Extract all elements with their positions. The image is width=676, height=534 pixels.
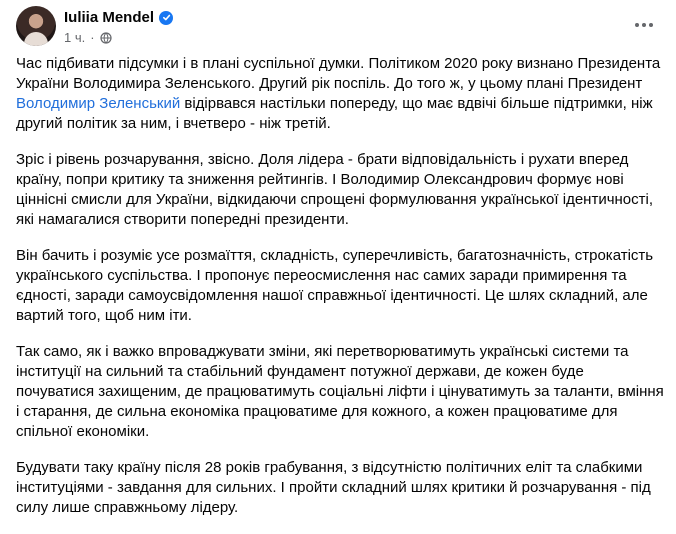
post-meta (64, 6, 173, 45)
post-paragraph-1 (16, 54, 664, 134)
verified-badge-icon (159, 11, 173, 25)
mention-link[interactable]: Володимир Зеленський (16, 95, 181, 112)
more-options-button[interactable] (626, 6, 662, 42)
globe-icon[interactable] (100, 32, 112, 44)
post-header (16, 6, 173, 46)
author-name[interactable]: Iuliia Mendel (64, 9, 155, 26)
post-body (16, 54, 664, 534)
meta-separator: · (90, 30, 95, 45)
post-paragraph-3: Він бачить і розуміє усе розмаїття, складність, суперечливість, багатозначність, строкатість українського суспільства. І пропонує переосмислення нас самих заради примирення та єдності, заради самоусвідомлення нашої справжньої ідентичності. Це шлях складний, але вартий того, щоб ним іти. (16, 247, 654, 324)
post-paragraph-4: Так само, як і важко впроваджувати зміни, які перетворюватимуть українські системи та інституції на сильний та стабільний фундамент потужної держави, де кожен буде почуватися захищеним, де працюватимуть соціальні ліфти і цінуватимуть за таланти, вміння і старання, де сильна економіка працюватиме для кожного, а кожен працюватиме для спільної економіки. (16, 343, 664, 440)
paragraph-text: Час підбивати підсумки і в плані суспільної думки. Політиком 2020 року визнано Президента України Володимира Зеленського. Другий рік поспіль. До того ж, у цьому плані Президент (16, 55, 661, 92)
post-paragraph-5: Будувати таку країну після 28 років грабування, з відсутністю політичних еліт та слабкими інституціями - завдання для сильних. І пройти складний шлях критики й розчарування - під силу лише справжньому лідеру. (16, 459, 651, 516)
author-row (64, 8, 173, 27)
more-options-icon (634, 15, 654, 33)
post-paragraph-2: Зріс і рівень розчарування, звісно. Доля лідера - брати відповідальність і рухати вперед країну, попри критику та зниження рейтингів. І Володимир Олександрович формує нові ціннісні смисли для України, відкидаючи спрощені формулювання української ідентичності, які намагалися створити попередні президенти. (16, 151, 654, 228)
author-avatar[interactable] (16, 6, 56, 46)
post-timestamp[interactable]: 1 ч. (64, 30, 86, 45)
paragraph-text: відірвався настільки попереду, що має вдвічі більше підтримки, ніж другий політик за ним, і вчетверо - ніж третій. (16, 95, 653, 132)
post-subline (64, 30, 173, 45)
